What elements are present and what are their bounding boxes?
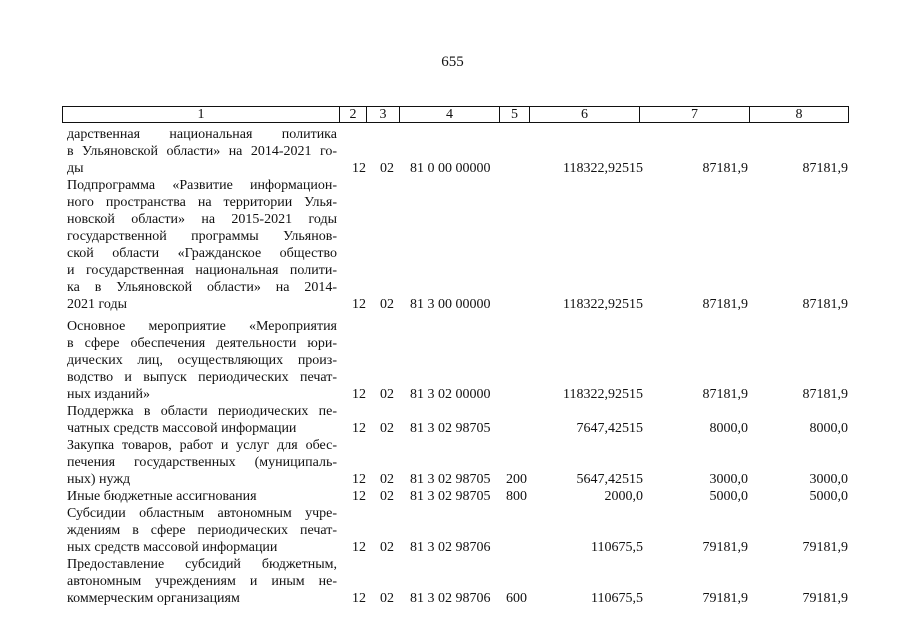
description-line: чатных средств массовой информации: [67, 421, 297, 436]
row-description: [67, 177, 337, 313]
row-description: [67, 403, 337, 437]
description-line: печения государственных (муниципаль-: [67, 455, 337, 470]
amount-col-6: 7647,42515: [576, 421, 643, 436]
expense-type-code: 600: [506, 591, 527, 606]
amount-col-7: 79181,9: [702, 540, 748, 555]
description-line: автономным учреждениям и иным не-: [67, 574, 337, 589]
section-code: 12: [352, 591, 366, 606]
amount-col-6: 5647,42515: [576, 472, 643, 487]
amount-col-6: 118322,92515: [563, 161, 643, 176]
table-row: [0, 556, 905, 607]
subsection-code: 02: [380, 472, 394, 487]
row-description: [67, 488, 337, 505]
expense-type-code: 200: [506, 472, 527, 487]
amount-col-6: 110675,5: [591, 591, 643, 606]
row-description: [67, 318, 337, 403]
amount-col-6: 118322,92515: [563, 387, 643, 402]
description-line: и государственная национальная полити-: [67, 263, 337, 278]
description-line: Основное мероприятие «Мероприятия: [67, 319, 337, 334]
target-article-code: 81 3 02 98706: [410, 540, 491, 555]
header-col-8: 8: [795, 107, 803, 122]
amount-col-7: 3000,0: [709, 472, 748, 487]
subsection-code: 02: [380, 591, 394, 606]
description-line: ного пространства на территории Улья-: [67, 195, 337, 210]
description-line: в Ульяновской области» на 2014-2021 го-: [67, 144, 337, 159]
subsection-code: 02: [380, 540, 394, 555]
description-line: ных средств массовой информации: [67, 540, 278, 555]
amount-col-8: 3000,0: [809, 472, 848, 487]
amount-col-8: 5000,0: [809, 489, 848, 504]
description-line: Субсидии областным автономным учре-: [67, 506, 337, 521]
description-line: ка в Ульяновской области» на 2014-: [67, 280, 337, 295]
amount-col-7: 87181,9: [702, 297, 748, 312]
amount-col-7: 5000,0: [709, 489, 748, 504]
description-line: 2021 годы: [67, 297, 128, 312]
table-row: [0, 505, 905, 556]
table-row: [0, 177, 905, 313]
subsection-code: 02: [380, 387, 394, 402]
section-code: 12: [352, 297, 366, 312]
section-code: 12: [352, 387, 366, 402]
description-line: Подпрограмма «Развитие информацион-: [67, 178, 337, 193]
amount-col-7: 79181,9: [702, 591, 748, 606]
section-code: 12: [352, 472, 366, 487]
target-article-code: 81 3 02 98706: [410, 591, 491, 606]
header-col-1: 1: [63, 107, 340, 122]
amount-col-6: 2000,0: [604, 489, 643, 504]
description-line: водство и выпуск периодических печат-: [67, 370, 337, 385]
header-col-2: 2: [340, 107, 367, 122]
row-description: [67, 556, 337, 607]
header-col-3: 3: [367, 107, 400, 122]
header-col-5: 5: [500, 107, 530, 122]
expense-type-code: 800: [506, 489, 527, 504]
amount-col-7: 8000,0: [709, 421, 748, 436]
description-line: ской области «Гражданское общество: [67, 246, 337, 261]
table-row: [0, 488, 905, 505]
section-code: 12: [352, 421, 366, 436]
amount-col-8: 79181,9: [802, 540, 848, 555]
description-line: дарственная национальная политика: [67, 127, 337, 142]
amount-col-8: 87181,9: [802, 387, 848, 402]
description-line: дических лиц, осуществляющих произ-: [67, 353, 337, 368]
amount-col-8: 87181,9: [802, 297, 848, 312]
description-line: ды: [67, 161, 84, 176]
description-line: Предоставление субсидий бюджетным,: [67, 557, 337, 572]
amount-col-8: 8000,0: [809, 421, 848, 436]
target-article-code: 81 3 02 98705: [410, 421, 491, 436]
target-article-code: 81 3 02 00000: [410, 387, 491, 402]
subsection-code: 02: [380, 489, 394, 504]
section-code: 12: [352, 540, 366, 555]
description-line: ждениям в сфере периодических печат-: [67, 523, 337, 538]
header-col-4: 4: [400, 107, 500, 122]
section-code: 12: [352, 161, 366, 176]
subsection-code: 02: [380, 161, 394, 176]
amount-col-7: 87181,9: [702, 161, 748, 176]
table-row: [0, 403, 905, 437]
section-code: 12: [352, 489, 366, 504]
description-line: Закупка товаров, работ и услуг для обес-: [67, 438, 337, 453]
description-line: государственной программы Ульянов-: [67, 229, 337, 244]
amount-col-7: 87181,9: [702, 387, 748, 402]
header-col-7: 7: [640, 107, 750, 122]
row-description: [67, 505, 337, 556]
header-col-6: 6: [530, 107, 640, 122]
description-line: Поддержка в области периодических пе-: [67, 404, 337, 419]
row-description: [67, 126, 337, 177]
row-description: [67, 437, 337, 488]
amount-col-6: 118322,92515: [563, 297, 643, 312]
description-line: новской области» на 2015-2021 годы: [67, 212, 337, 227]
target-article-code: 81 0 00 00000: [410, 161, 491, 176]
amount-col-6: 110675,5: [591, 540, 643, 555]
description-line: ных) нужд: [67, 472, 131, 487]
target-article-code: 81 3 02 98705: [410, 472, 491, 487]
table-row: [0, 437, 905, 488]
description-line: Иные бюджетные ассигнования: [67, 489, 257, 504]
subsection-code: 02: [380, 421, 394, 436]
table-row: [0, 126, 905, 177]
description-line: ных изданий»: [67, 387, 150, 402]
amount-col-8: 79181,9: [802, 591, 848, 606]
description-line: в сфере обеспечения деятельности юри-: [67, 336, 337, 351]
subsection-code: 02: [380, 297, 394, 312]
target-article-code: 81 3 00 00000: [410, 297, 491, 312]
amount-col-8: 87181,9: [802, 161, 848, 176]
page-number: 655: [441, 54, 464, 70]
table-header: [62, 106, 849, 123]
target-article-code: 81 3 02 98705: [410, 489, 491, 504]
description-line: коммерческим организациям: [67, 591, 240, 606]
table-row: [0, 318, 905, 403]
